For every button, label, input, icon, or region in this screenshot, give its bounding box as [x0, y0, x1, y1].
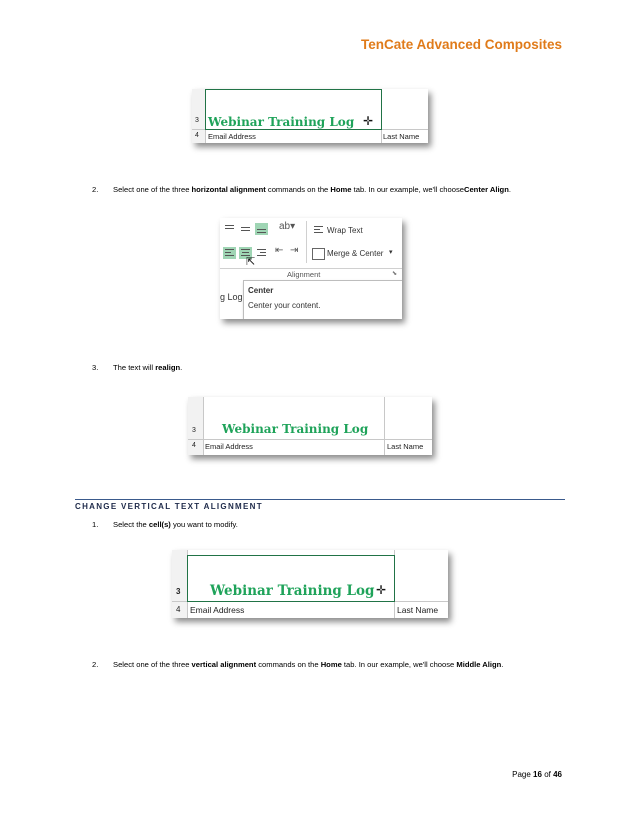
page-label: Page	[512, 770, 531, 779]
email-cell: Email Address	[208, 132, 256, 141]
step-number: 2.	[92, 660, 99, 669]
step-number: 2.	[92, 185, 99, 194]
center-tooltip	[243, 280, 402, 319]
align-right-icon[interactable]	[255, 247, 268, 259]
step-text: Select one of the three vertical alignment commands on the Home tab. In our example, we'll choose Middle Align.	[113, 660, 504, 669]
spreadsheet-image-selected	[192, 89, 428, 143]
page-footer	[512, 770, 562, 779]
lastname-cell: Last Name	[387, 442, 424, 451]
decrease-indent-icon[interactable]: ⇤	[275, 245, 284, 256]
step-text: Select one of the three horizontal alignment commands on the Home tab. In our example, we'll chooseCenter Align.	[113, 185, 511, 194]
top-align-icon[interactable]	[223, 223, 236, 235]
spreadsheet-image-selected-2	[172, 550, 448, 618]
row-header	[188, 397, 204, 455]
merge-center-icon[interactable]	[312, 248, 325, 260]
increase-indent-icon[interactable]: ⇥	[290, 245, 299, 256]
lastname-cell: Last Name	[383, 132, 420, 141]
sheet-title: Webinar Training Log	[222, 422, 369, 436]
chevron-down-icon[interactable]: ▾	[389, 249, 393, 256]
email-cell: Email Address	[205, 442, 253, 451]
middle-align-icon[interactable]	[239, 223, 252, 235]
spreadsheet-image-centered	[188, 397, 432, 455]
mouse-pointer-icon: ⇱	[246, 256, 256, 268]
company-header: TenCate Advanced Composites	[360, 37, 562, 52]
row-number-4: 4	[195, 132, 199, 139]
step-number: 3.	[92, 363, 99, 372]
tooltip-body: Center your content.	[248, 301, 321, 310]
dialog-launcher-icon[interactable]: ⬊	[392, 271, 398, 277]
step-number: 1.	[92, 520, 99, 529]
row-number-3: 3	[195, 117, 199, 124]
wrap-text-icon[interactable]	[312, 224, 325, 236]
alignment-group-label: Alignment	[287, 270, 321, 279]
row-number-4: 4	[176, 605, 181, 614]
orientation-icon[interactable]: ab▾	[279, 221, 296, 232]
page-total: 46	[553, 770, 562, 779]
ribbon-alignment-image	[220, 218, 402, 319]
cross-cursor-icon: ✛	[363, 114, 374, 128]
of-label: of	[544, 770, 551, 779]
section-heading: CHANGE VERTICAL TEXT ALIGNMENT	[75, 502, 263, 511]
sheet-title: Webinar Training Log	[208, 115, 355, 129]
step-text: Select the cell(s) you want to modify.	[113, 520, 238, 529]
cross-cursor-icon: ✛	[376, 583, 387, 597]
tooltip-title: Center	[248, 286, 274, 295]
step-text: The text will realign.	[113, 363, 183, 372]
row-number-4: 4	[192, 442, 196, 449]
background-cell-text: g Log	[220, 292, 243, 302]
email-cell: Email Address	[190, 605, 245, 615]
merge-center-label[interactable]: Merge & Center	[327, 249, 384, 258]
page-number: 16	[533, 770, 542, 779]
wrap-text-label[interactable]: Wrap Text	[327, 226, 363, 235]
row-number-3: 3	[176, 587, 181, 596]
align-left-icon[interactable]	[223, 247, 236, 259]
sheet-title: Webinar Training Log	[210, 583, 375, 599]
bottom-align-icon[interactable]	[255, 223, 268, 235]
lastname-cell: Last Name	[397, 605, 439, 615]
row-number-3: 3	[192, 427, 196, 434]
section-divider	[75, 499, 565, 500]
